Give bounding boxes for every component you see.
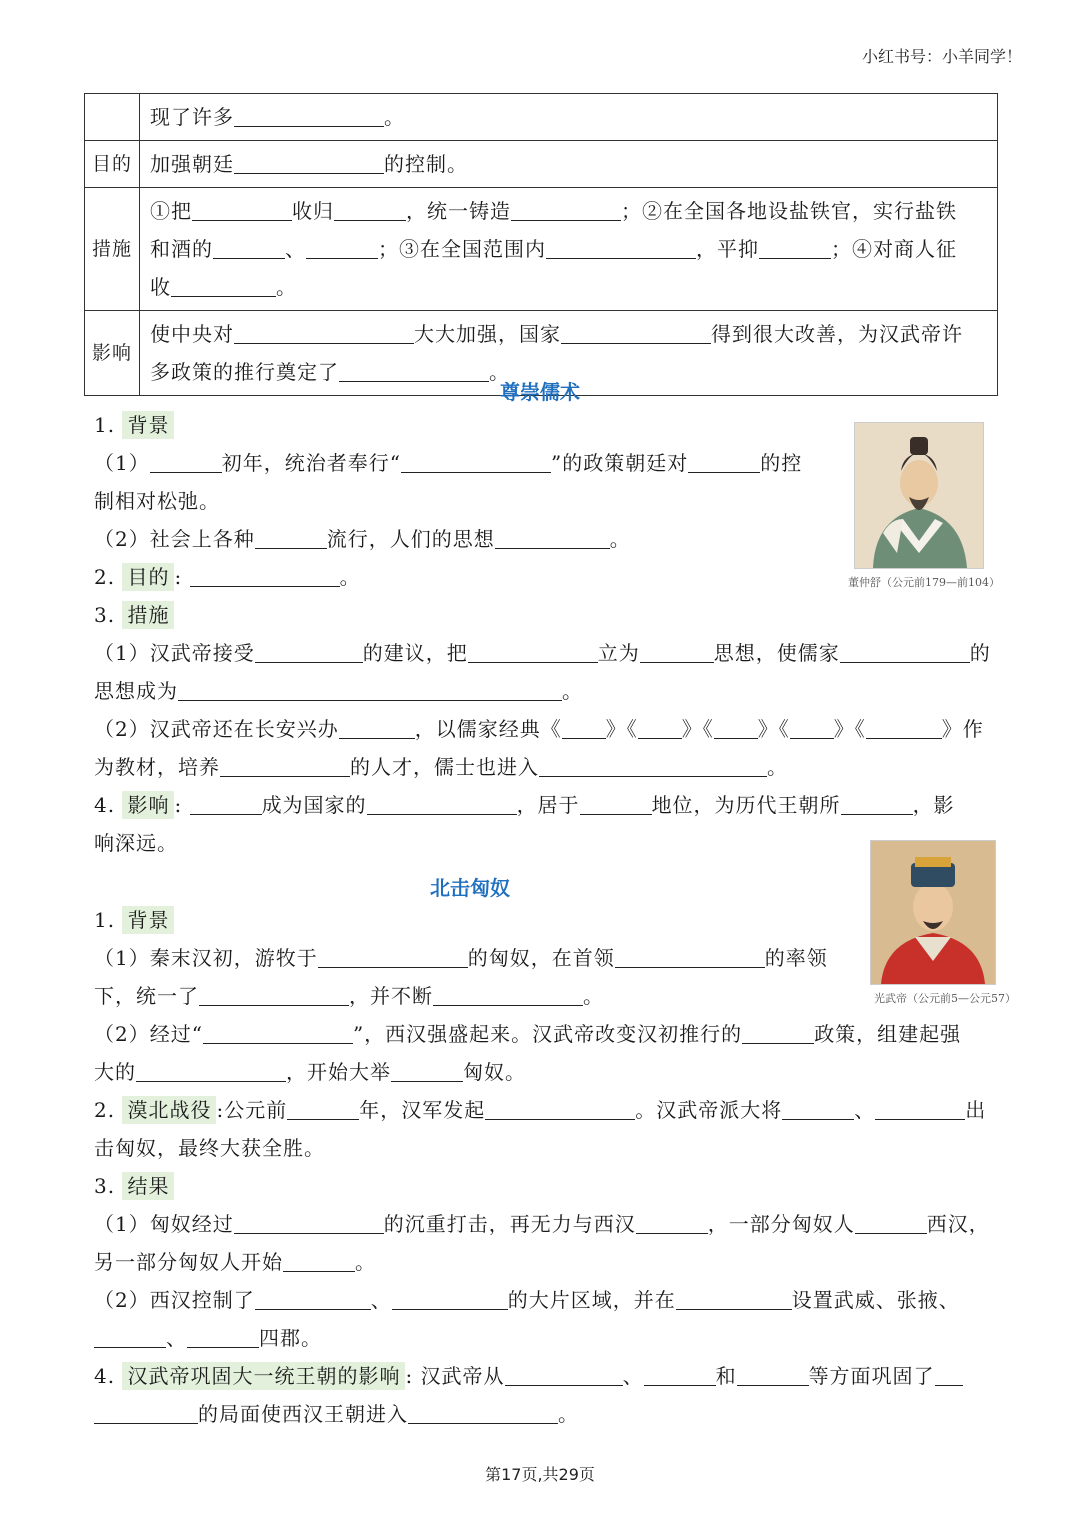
table-cell: ①把 收归 ，统一铸造 ；②在全国各地设盐铁官，实行盐铁 和酒的 、 ；③在全国范围内 ，平抑 ；④对商人征 收 。	[140, 188, 998, 311]
table-cell: 使中央对 大大加强，国家 得到很大改善，为汉武帝许 多政策的推行奠定了 。	[140, 311, 998, 396]
table-label-measures: 措施	[85, 188, 140, 311]
s1-m-line1: （1）汉武帝接受 的建议，把 立为 思想，使儒家 的	[94, 641, 991, 665]
table-label-impact: 影响	[85, 311, 140, 396]
emperor-figure-icon	[871, 841, 995, 984]
s1-measures-heading: 3. 措施	[94, 601, 174, 629]
s2-bg-line1: （1）秦末汉初，游牧于 的匈奴，在首领 的率领	[94, 946, 828, 970]
s2-background-heading: 1. 背景	[94, 906, 174, 934]
s1-influence: 4. 影响 : 成为国家的 ，居于 地位，为历代王朝所 ，影	[94, 793, 955, 817]
table-label-purpose: 目的	[85, 141, 140, 188]
table-label-empty	[85, 94, 140, 141]
s1-influence-line2: 响深远。	[94, 831, 178, 855]
s2-r-line4: 、 四郡。	[94, 1324, 322, 1352]
portrait-caption: 董仲舒（公元前179—前104）	[848, 576, 1000, 589]
s1-m-line4: 为教材，培养 的人才，儒士也进入 。	[94, 755, 788, 779]
s2-bg-line3: （2）经过“ ”，西汉强盛起来。汉武帝改变汉初推行的 政策，组建起强	[94, 1022, 962, 1046]
s2-results-heading: 3. 结果	[94, 1172, 174, 1200]
portrait-caption: 光武帝（公元前5—公元57）	[874, 992, 1016, 1005]
s2-effect-line2: 的局面使西汉王朝进入 。	[94, 1400, 579, 1428]
s2-bg-line4: 大的 ，开始大举 匈奴。	[94, 1060, 526, 1084]
s1-bg-line3: （2）社会上各种 流行，人们的思想 。	[94, 527, 631, 551]
header-note: 小红书号：小羊同学！	[861, 47, 1022, 66]
table-cell: 加强朝廷 的控制。	[140, 141, 998, 188]
s2-r-line1: （1）匈奴经过 的沉重打击，再无力与西汉 ，一部分匈奴人 西汉，	[94, 1212, 990, 1236]
s2-battle-line2: 击匈奴，最终大获全胜。	[94, 1136, 325, 1160]
table-cell: 现了许多 。	[140, 94, 998, 141]
s1-bg-line2: 制相对松弛。	[94, 489, 220, 513]
table-row	[85, 188, 998, 311]
s2-battle: 2. 漠北战役 :公元前 年，汉军发起 。汉武帝派大将 、 出	[94, 1098, 987, 1122]
page-footer: 第17页,共29页	[485, 1465, 595, 1484]
s1-m-line3: （2）汉武帝还在长安兴办 ，以儒家经典《 》《 》《 》《 》《 》作	[94, 717, 984, 741]
s1-goal: 2. 目的 : 。	[94, 565, 361, 589]
s1-bg-line1: （1） 初年，统治者奉行“ ”的政策朝廷对 的控	[94, 451, 803, 475]
policy-table	[84, 93, 998, 396]
dong-zhongshu-portrait	[854, 422, 984, 569]
scholar-figure-icon	[855, 423, 983, 568]
s2-r-line2: 另一部分匈奴人开始 。	[94, 1250, 376, 1274]
s2-bg-line2: 下，统一了 ，并不断 。	[94, 984, 604, 1008]
s1-m-line2: 思想成为 。	[94, 679, 583, 703]
s2-r-line3: （2）西汉控制了 、 的大片区域，并在 设置武威、张掖、	[94, 1288, 960, 1312]
s2-effect: 4. 汉武帝巩固大一统王朝的影响 : 汉武帝从 、 和 等方面巩固了	[94, 1362, 963, 1390]
table-row	[85, 141, 998, 188]
emperor-portrait	[870, 840, 996, 985]
section-title-xiongnu: 北击匈奴	[430, 876, 510, 900]
section-title-confucianism: 尊崇儒术	[500, 380, 580, 404]
table-row	[85, 94, 998, 141]
s1-background-heading: 1. 背景	[94, 411, 174, 439]
